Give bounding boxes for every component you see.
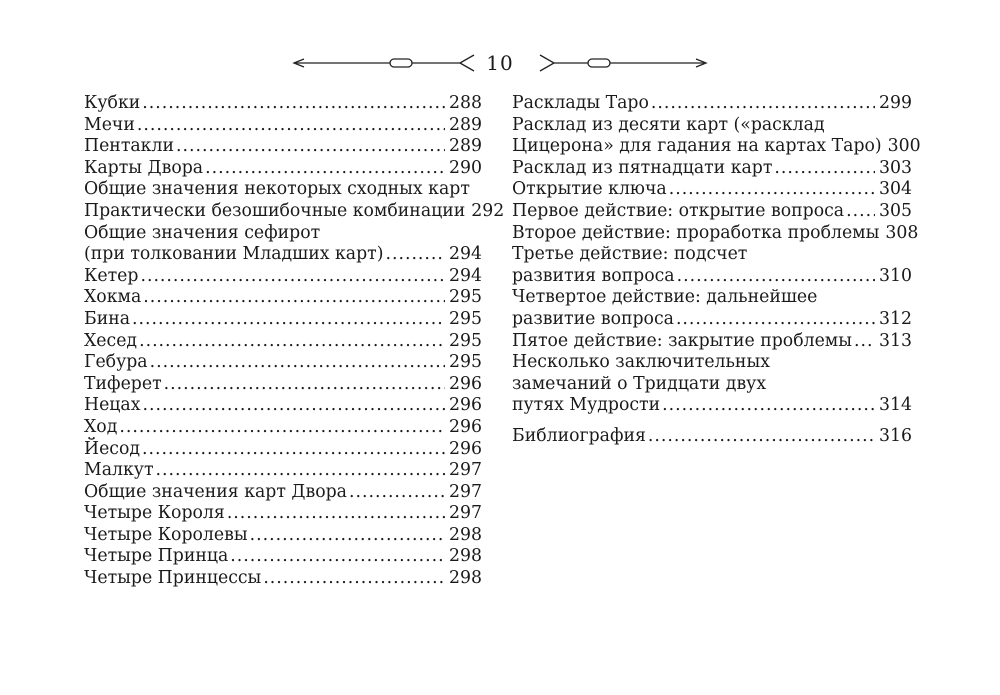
dot-leader [250, 525, 445, 547]
toc-entry-title: Хесед [84, 330, 138, 351]
toc-entry[interactable] [512, 352, 912, 417]
toc-entry-title: путях Мудрости [512, 395, 661, 416]
dot-leader [142, 395, 445, 417]
toc-entry-row [84, 309, 482, 331]
toc-entry-row [512, 93, 912, 115]
dot-leader [139, 331, 445, 353]
dot-leader [651, 93, 875, 115]
toc-page-number: 297 [449, 460, 482, 481]
toc-page-number: 288 [449, 93, 482, 113]
toc-page-number: 298 [449, 568, 482, 589]
toc-entry-title: Четыре Короля [84, 503, 225, 524]
toc-page-number: 296 [449, 373, 482, 394]
toc-page-number: 314 [879, 395, 912, 416]
toc-entry-row [84, 200, 505, 223]
toc-entry-title-line: Третье действие: подсчет [512, 244, 748, 265]
toc-entry[interactable] [84, 503, 482, 525]
dot-leader [137, 115, 445, 137]
dot-leader [176, 136, 445, 158]
toc-entry-title: (при толковании Младших карт) [84, 244, 384, 265]
toc-entry-title-line: Общие значения некоторых сходных карт [84, 179, 470, 200]
toc-entry-row [512, 426, 912, 448]
dot-leader [156, 460, 445, 482]
toc-entry[interactable] [84, 546, 482, 568]
toc-page-number: 296 [449, 416, 482, 437]
toc-entry-title: Гебура [84, 352, 148, 373]
toc-entry-row [84, 352, 482, 374]
dot-leader [143, 287, 445, 309]
dot-leader [132, 309, 445, 331]
toc-entry[interactable] [84, 395, 482, 417]
toc-page-number: 294 [449, 244, 482, 265]
toc-entry-title: Карты Двора [84, 157, 204, 178]
toc-entry-row [512, 158, 912, 180]
toc-entry-row [512, 222, 919, 245]
toc-entry-title: Расклад из пятнадцати карт [512, 157, 773, 178]
toc-entry-row [84, 503, 482, 525]
dot-leader [119, 417, 445, 439]
toc-entry[interactable] [84, 331, 482, 353]
toc-entry-title: Хокма [84, 287, 142, 308]
dot-leader [205, 158, 445, 180]
toc-entry-row [84, 266, 482, 288]
toc-entry-title: Четыре Принца [84, 546, 229, 567]
toc-entry-title: развитие вопроса [512, 308, 674, 329]
toc-page-number: 304 [879, 179, 912, 200]
toc-entry-title: Открытие ключа [512, 179, 667, 200]
dot-leader [677, 266, 875, 288]
toc-entry[interactable] [512, 331, 912, 353]
dot-leader [150, 352, 445, 374]
toc-entry[interactable] [84, 460, 482, 482]
toc-page-number: 298 [449, 524, 482, 545]
toc-entry-title: Малкут [84, 460, 154, 481]
toc-entry[interactable] [512, 158, 912, 180]
toc-page-number: 308 [885, 222, 919, 243]
toc-entry-row [84, 331, 482, 353]
toc-entry-row [84, 460, 482, 482]
dot-leader [164, 374, 445, 396]
toc-entry-title: Второе действие: проработка проблемы [512, 222, 880, 243]
toc-page-number: 295 [449, 352, 482, 373]
toc-entry-row [512, 395, 912, 417]
toc-entry[interactable] [84, 374, 482, 396]
toc-entry[interactable] [84, 525, 482, 547]
toc-page-number: 295 [449, 287, 482, 308]
toc-page-number: 316 [879, 425, 912, 446]
toc-entry-title: Кубки [84, 93, 141, 113]
dot-leader [230, 546, 445, 568]
toc-entry-row [84, 244, 482, 266]
toc-entry-row [84, 374, 482, 396]
dot-leader [349, 482, 445, 504]
toc-entry-title: Пятое действие: закрытие проблемы [512, 330, 853, 351]
toc-entry-title: Расклады Таро [512, 93, 649, 113]
toc-entry-row [84, 482, 482, 504]
toc-right-column [512, 93, 921, 448]
dot-leader [385, 244, 445, 266]
dot-leader [846, 201, 875, 223]
toc-entry-row [512, 179, 912, 201]
dot-leader [662, 395, 875, 417]
toc-entry-row [512, 309, 912, 331]
toc-entry-title: Кетер [84, 265, 139, 286]
toc-entry[interactable] [84, 287, 482, 309]
toc-page-number: 295 [449, 308, 482, 329]
dot-leader [854, 331, 875, 353]
page-number: 10 [486, 51, 514, 75]
toc-entry-title: развития вопроса [512, 265, 675, 286]
toc-page-number: 305 [879, 200, 912, 221]
page-header [290, 46, 710, 80]
toc-entry-row [84, 158, 482, 180]
toc-entry-title: Цицерона» для гадания на картах Таро) [512, 136, 882, 157]
toc-entry-row [84, 136, 482, 158]
dot-leader [142, 93, 445, 115]
toc-page-number: 298 [449, 546, 482, 567]
toc-page-number: 300 [887, 136, 921, 157]
toc-entry[interactable] [512, 93, 912, 115]
toc-entry-title: Тиферет [84, 373, 162, 394]
toc-page-number: 289 [449, 114, 482, 135]
toc-page-number: 296 [449, 438, 482, 459]
toc-entry[interactable] [84, 309, 482, 331]
toc-page-number: 313 [879, 330, 912, 351]
dot-leader [142, 439, 445, 461]
toc-entry-row [84, 287, 482, 309]
toc-page-number: 299 [879, 93, 912, 113]
dot-leader [140, 266, 445, 288]
dot-leader [263, 568, 445, 590]
toc-entry[interactable] [84, 179, 505, 222]
dot-leader [669, 179, 875, 201]
toc-entry-title: Мечи [84, 114, 135, 135]
toc-page-number: 303 [879, 157, 912, 178]
toc-entry[interactable] [84, 158, 482, 180]
toc-entry-row [84, 439, 482, 461]
toc-entry-row [84, 115, 482, 137]
toc-entry-row [84, 568, 482, 590]
toc-entry[interactable] [512, 114, 921, 158]
toc-entry-row [512, 266, 912, 288]
toc-entry-row [512, 136, 921, 158]
toc-page-number: 297 [449, 503, 482, 524]
toc-entry-title: Четыре Принцессы [84, 568, 262, 589]
toc-entry-row [512, 331, 912, 353]
toc-page-number: 296 [449, 395, 482, 416]
toc-entry-title-line: Общие значения сефирот [84, 222, 321, 243]
toc-entry-title: Первое действие: открытие вопроса [512, 200, 845, 221]
toc-page-number: 289 [449, 136, 482, 157]
toc-entry[interactable] [84, 439, 482, 461]
toc-entry-title: Библиография [512, 425, 646, 446]
toc-entry[interactable] [512, 179, 912, 201]
toc-entry[interactable] [84, 352, 482, 374]
toc-entry[interactable] [84, 136, 482, 158]
toc-entry[interactable] [84, 93, 482, 115]
toc-page-number: 292 [471, 200, 505, 221]
toc-entry[interactable] [512, 287, 912, 330]
toc-entry-row [84, 417, 482, 439]
toc-entry[interactable] [84, 417, 482, 439]
dot-leader [676, 309, 875, 331]
toc-entry-title-line: Несколько заключительных [512, 352, 770, 373]
spacer [512, 417, 912, 426]
toc-entry-title: Пентакли [84, 136, 174, 157]
toc-entry-row [84, 93, 482, 115]
toc-entry-title: Нецах [84, 395, 141, 416]
toc-entry-title: Практически безошибочные комбинации [84, 200, 466, 221]
toc-entry[interactable] [84, 115, 482, 137]
dot-leader [648, 426, 875, 448]
toc-entry[interactable] [512, 201, 912, 223]
toc-page-number: 297 [449, 481, 482, 502]
toc-entry-title: Йесод [84, 438, 141, 459]
toc-entry-row [84, 395, 482, 417]
toc-page-number: 294 [449, 265, 482, 286]
toc-entry[interactable] [84, 482, 482, 504]
toc-entry[interactable] [84, 266, 482, 288]
toc-entry-title: Общие значения карт Двора [84, 481, 347, 502]
toc-entry[interactable] [512, 222, 919, 245]
dot-leader [227, 503, 445, 525]
toc-entry-title-line: замечаний о Тридцати двух [512, 373, 767, 394]
toc-page-number: 310 [879, 265, 912, 286]
toc-page-number: 312 [879, 308, 912, 329]
toc-entry-row [84, 525, 482, 547]
toc-entry-title-line: Расклад из десяти карт («расклад [512, 114, 825, 135]
toc-entry[interactable] [84, 223, 482, 266]
toc-entry-title-line: Четвертое действие: дальнейшее [512, 287, 818, 308]
toc-page-number: 290 [449, 157, 482, 178]
toc-entry-row [512, 201, 912, 223]
toc-entry[interactable] [512, 426, 912, 448]
toc-entry-title: Ход [84, 416, 118, 437]
toc-entry-title: Четыре Королевы [84, 524, 248, 545]
dot-leader [774, 158, 875, 180]
toc-entry-title: Бина [84, 308, 131, 329]
toc-page-number: 295 [449, 330, 482, 351]
toc-entry-row [84, 546, 482, 568]
toc-left-column [84, 93, 505, 590]
toc-entry[interactable] [84, 568, 482, 590]
toc-entry[interactable] [512, 244, 912, 287]
